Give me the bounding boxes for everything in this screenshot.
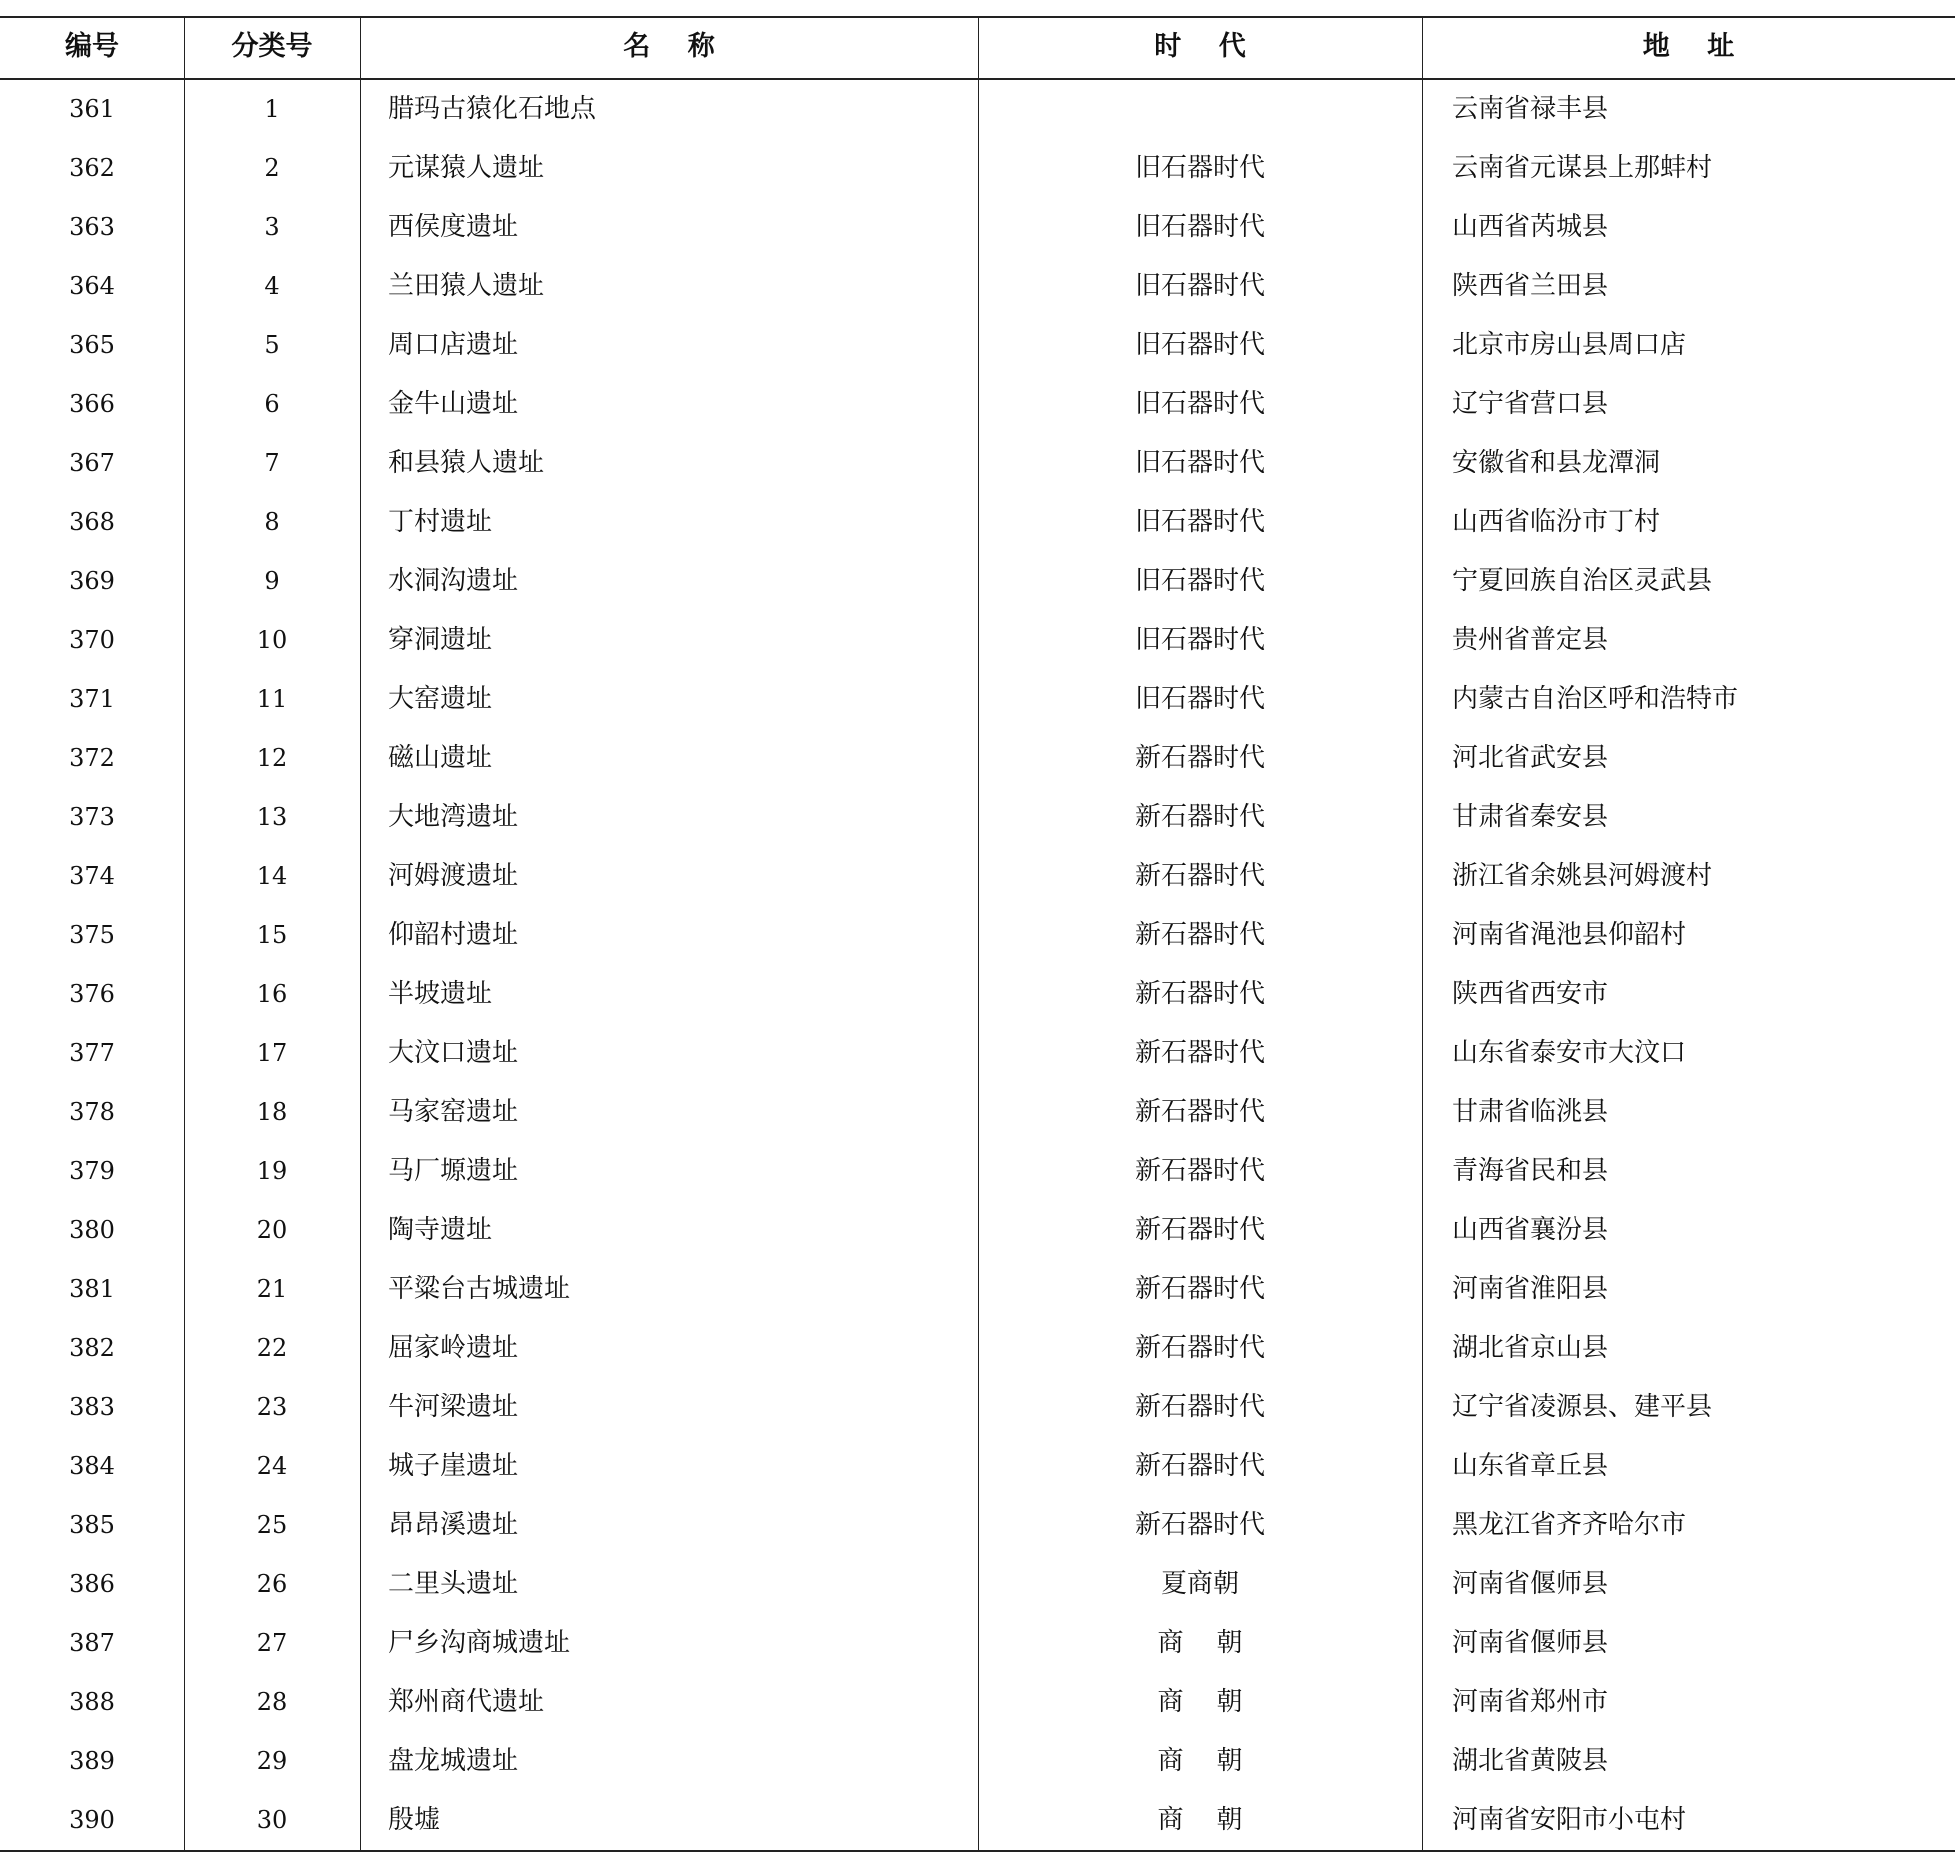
cell-number: 382 [69,1334,115,1362]
cell-era: 旧石器时代 [1134,212,1265,242]
cell-name: 尸乡沟商城遗址 [388,1628,571,1658]
cell-name: 元谋猿人遗址 [388,153,545,183]
cell-number: 372 [69,744,115,772]
cell-number: 373 [69,803,115,831]
cell-class-number: 5 [264,331,280,359]
table-row [0,139,1955,198]
cell-name: 水洞沟遗址 [388,566,519,596]
cell-address: 河南省淮阳县 [1452,1274,1609,1304]
header-address: 地 址 [1642,31,1735,62]
cell-era: 商 朝 [1157,1628,1243,1658]
table-row [0,1083,1955,1142]
cell-era [978,80,1422,139]
cell-class-number: 16 [256,980,288,1008]
cell-name: 穿洞遗址 [388,625,493,655]
cell-address: 青海省民和县 [1452,1156,1609,1186]
cell-name: 磁山遗址 [388,743,493,773]
cell-era: 旧石器时代 [1134,448,1265,478]
cell-era: 旧石器时代 [1134,271,1265,301]
cell-era: 新石器时代 [1134,743,1265,773]
cell-class-number: 23 [256,1393,288,1421]
cell-address: 甘肃省秦安县 [1452,802,1609,832]
cell-name: 丁村遗址 [388,507,493,537]
cell-name: 大汶口遗址 [388,1038,519,1068]
table-row [0,847,1955,906]
cell-class-number: 18 [256,1098,288,1126]
cell-class-number: 22 [256,1334,288,1362]
cell-number: 380 [69,1216,115,1244]
cell-class-number: 2 [264,154,280,182]
cell-number: 374 [69,862,115,890]
table-row [0,788,1955,847]
cell-name: 殷墟 [388,1805,441,1835]
table-row [0,670,1955,729]
cell-class-number: 21 [256,1275,288,1303]
table-row [0,611,1955,670]
cell-era: 旧石器时代 [1134,153,1265,183]
table-row [0,1201,1955,1260]
cell-number: 384 [69,1452,115,1480]
cell-name: 腊玛古猿化石地点 [388,94,597,124]
table-row [0,434,1955,493]
cell-class-number: 8 [264,508,280,536]
cell-address: 宁夏回族自治区灵武县 [1452,566,1713,596]
cell-number: 385 [69,1511,115,1539]
cell-address: 浙江省余姚县河姆渡村 [1452,861,1713,891]
table-row [0,198,1955,257]
cell-name: 马厂塬遗址 [388,1156,519,1186]
table-row [0,1142,1955,1201]
cell-era: 旧石器时代 [1134,625,1265,655]
cell-address: 甘肃省临洮县 [1452,1097,1609,1127]
table-row [0,906,1955,965]
cell-class-number: 13 [256,803,288,831]
table-row [0,1378,1955,1437]
cell-era: 商 朝 [1157,1746,1243,1776]
cell-name: 昂昂溪遗址 [388,1510,519,1540]
cell-name: 兰田猿人遗址 [388,271,545,301]
table-row [0,1496,1955,1555]
cell-era: 新石器时代 [1134,1510,1265,1540]
cell-era: 旧石器时代 [1134,684,1265,714]
cell-number: 369 [69,567,115,595]
cell-name: 半坡遗址 [388,979,493,1009]
cell-name: 西侯度遗址 [388,212,519,242]
cell-era: 商 朝 [1157,1687,1243,1717]
cell-address: 内蒙古自治区呼和浩特市 [1452,684,1739,714]
cell-address: 河北省武安县 [1452,743,1609,773]
cell-name: 大窑遗址 [388,684,493,714]
cell-class-number: 1 [264,95,280,123]
cell-address: 河南省郑州市 [1452,1687,1609,1717]
cell-class-number: 12 [256,744,288,772]
table-row [0,1024,1955,1083]
cell-name: 二里头遗址 [388,1569,519,1599]
table-bottom-rule [0,1850,1955,1852]
table-row [0,965,1955,1024]
cell-number: 376 [69,980,115,1008]
cell-era: 旧石器时代 [1134,507,1265,537]
cell-address: 河南省偃师县 [1452,1569,1609,1599]
cell-class-number: 20 [256,1216,288,1244]
cell-class-number: 24 [256,1452,288,1480]
cell-address: 河南省渑池县仰韶村 [1452,920,1687,950]
cell-name: 马家窑遗址 [388,1097,519,1127]
cell-number: 379 [69,1157,115,1185]
table-row [0,316,1955,375]
cell-number: 375 [69,921,115,949]
cell-era: 夏商朝 [1160,1569,1239,1599]
cell-number: 362 [69,154,115,182]
cell-era: 新石器时代 [1134,1156,1265,1186]
cell-number: 377 [69,1039,115,1067]
cell-era: 新石器时代 [1134,979,1265,1009]
cell-class-number: 17 [256,1039,288,1067]
table-row [0,729,1955,788]
table-row [0,375,1955,434]
cell-class-number: 26 [256,1570,288,1598]
cell-class-number: 29 [256,1747,288,1775]
cell-number: 364 [69,272,115,300]
cell-number: 386 [69,1570,115,1598]
cell-era: 新石器时代 [1134,1451,1265,1481]
cell-era: 旧石器时代 [1134,330,1265,360]
table-row [0,1791,1955,1850]
cell-era: 商 朝 [1157,1805,1243,1835]
cell-era: 新石器时代 [1134,1038,1265,1068]
table-row [0,80,1955,139]
cell-address: 山东省泰安市大汶口 [1452,1038,1687,1068]
table-row [0,1260,1955,1319]
cell-class-number: 25 [256,1511,288,1539]
cell-number: 383 [69,1393,115,1421]
cell-address: 山东省章丘县 [1452,1451,1609,1481]
cell-era: 新石器时代 [1134,1097,1265,1127]
cell-name: 大地湾遗址 [388,802,519,832]
cell-class-number: 28 [256,1688,288,1716]
cell-name: 陶寺遗址 [388,1215,493,1245]
cell-address: 湖北省京山县 [1452,1333,1609,1363]
table-header-row [0,16,1955,78]
cell-era: 新石器时代 [1134,1392,1265,1422]
cell-class-number: 10 [256,626,288,654]
cell-number: 370 [69,626,115,654]
table-row [0,1319,1955,1378]
cell-name: 仰韶村遗址 [388,920,519,950]
cell-number: 387 [69,1629,115,1657]
cell-name: 屈家岭遗址 [388,1333,519,1363]
cell-address: 湖北省黄陂县 [1452,1746,1609,1776]
cell-number: 381 [69,1275,115,1303]
cell-class-number: 11 [256,685,288,713]
cell-address: 安徽省和县龙潭洞 [1452,448,1661,478]
cell-name: 和县猿人遗址 [388,448,545,478]
header-number: 编号 [65,31,119,62]
cell-class-number: 7 [264,449,280,477]
cell-number: 371 [69,685,115,713]
table-row [0,1732,1955,1791]
cell-address: 辽宁省营口县 [1452,389,1609,419]
cell-era: 旧石器时代 [1134,389,1265,419]
table-body [0,80,1955,1850]
cell-era: 新石器时代 [1134,1333,1265,1363]
cell-address: 北京市房山县周口店 [1452,330,1687,360]
cell-era: 新石器时代 [1134,920,1265,950]
cell-era: 旧石器时代 [1134,566,1265,596]
cell-class-number: 4 [264,272,280,300]
cell-address: 辽宁省凌源县、建平县 [1452,1392,1713,1422]
cell-address: 贵州省普定县 [1452,625,1609,655]
table-row [0,1555,1955,1614]
header-class-number: 分类号 [231,31,313,62]
cell-address: 陕西省西安市 [1452,979,1609,1009]
cell-class-number: 15 [256,921,288,949]
cell-number: 365 [69,331,115,359]
cell-address: 山西省临汾市丁村 [1452,507,1661,537]
cell-era: 新石器时代 [1134,1215,1265,1245]
cell-address: 云南省元谋县上那蚌村 [1452,153,1713,183]
cell-address: 黑龙江省齐齐哈尔市 [1452,1510,1687,1540]
table-row [0,257,1955,316]
table-row [0,493,1955,552]
cell-era: 新石器时代 [1134,861,1265,891]
cell-number: 367 [69,449,115,477]
cell-number: 378 [69,1098,115,1126]
cell-number: 390 [69,1806,115,1834]
cell-name: 牛河梁遗址 [388,1392,519,1422]
cell-class-number: 30 [256,1806,288,1834]
cell-name: 平粱台古城遗址 [388,1274,571,1304]
cell-number: 368 [69,508,115,536]
cell-name: 城子崖遗址 [388,1451,519,1481]
cell-address: 陕西省兰田县 [1452,271,1609,301]
cell-name: 金牛山遗址 [388,389,519,419]
cell-name: 郑州商代遗址 [388,1687,545,1717]
cell-number: 389 [69,1747,115,1775]
table-row [0,1614,1955,1673]
cell-class-number: 14 [256,862,288,890]
table-row [0,1437,1955,1496]
cell-number: 363 [69,213,115,241]
cell-era: 新石器时代 [1134,802,1265,832]
cell-class-number: 19 [256,1157,288,1185]
cell-name: 盘龙城遗址 [388,1746,519,1776]
cell-address: 山西省襄汾县 [1452,1215,1609,1245]
cell-name: 河姆渡遗址 [388,861,519,891]
cell-era: 新石器时代 [1134,1274,1265,1304]
cell-number: 366 [69,390,115,418]
cell-class-number: 6 [264,390,280,418]
cell-class-number: 3 [264,213,280,241]
cell-number: 388 [69,1688,115,1716]
cell-name: 周口店遗址 [388,330,519,360]
header-era: 时 代 [1154,31,1246,62]
cell-address: 山西省芮城县 [1452,212,1609,242]
table-row [0,1673,1955,1732]
cell-class-number: 9 [264,567,280,595]
cell-address: 河南省偃师县 [1452,1628,1609,1658]
table-row [0,552,1955,611]
cell-number: 361 [69,95,115,123]
cell-class-number: 27 [256,1629,288,1657]
cell-address: 云南省禄丰县 [1452,94,1609,124]
header-name: 名 称 [623,31,715,62]
cell-address: 河南省安阳市小屯村 [1452,1805,1687,1835]
